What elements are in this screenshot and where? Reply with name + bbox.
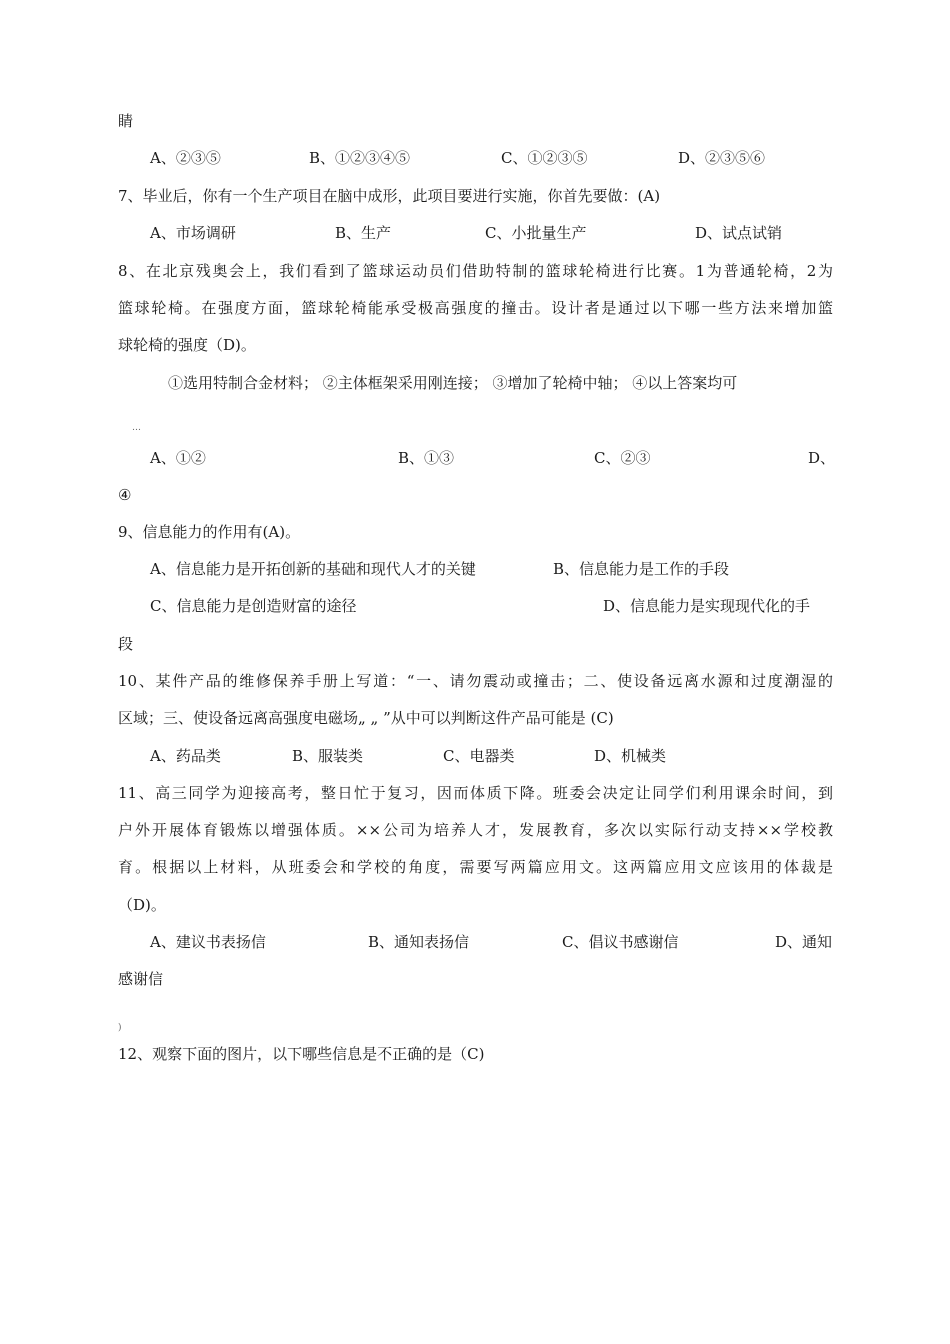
option-a: A、建议书表扬信 <box>150 933 266 951</box>
stray-mark: ) <box>118 1023 122 1033</box>
option-a: A、信息能力是开拓创新的基础和现代人才的关键 <box>150 560 476 578</box>
option-c: C、信息能力是创造财富的途径 <box>150 597 357 615</box>
option-b: B、①②③④⑤ <box>309 149 411 167</box>
question-11-line-2: 户外开展体育锻炼以增强体质。××公司为培养人才，发展教育，多次以实际行动支持××学校教 <box>118 821 833 839</box>
option-d-continued: ④ <box>118 486 132 504</box>
ellipsis-mark: … <box>132 423 141 433</box>
option-b: B、生产 <box>335 224 392 242</box>
option-d: D、通知 <box>775 933 833 951</box>
question-11-line-4: （D)。 <box>118 896 166 914</box>
option-b: B、①③ <box>398 449 455 467</box>
text-line: 睛 <box>118 112 134 130</box>
option-d: D、信息能力是实现现代化的手 <box>603 597 811 615</box>
option-a: A、药品类 <box>150 747 221 765</box>
option-c: C、倡议书感谢信 <box>562 933 679 951</box>
option-a: A、②③⑤ <box>150 149 221 167</box>
question-7: 7、毕业后，你有一个生产项目在脑中成形，此项目要进行实施，你首先要做：(A) <box>118 187 661 205</box>
question-9: 9、信息能力的作用有(A)。 <box>118 523 301 541</box>
question-10-line-2: 区域；三、使设备远离高强度电磁场„ „ ”从中可以判断这件产品可能是 (C) <box>118 709 614 727</box>
option-d: D、②③⑤⑥ <box>678 149 766 167</box>
option-b: B、通知表扬信 <box>368 933 470 951</box>
question-11-line-3: 育。根据以上材料，从班委会和学校的角度，需要写两篇应用文。这两篇应用文应该用的体裁是 <box>118 858 833 876</box>
option-c: C、②③ <box>594 449 651 467</box>
option-d: D、 <box>808 449 836 467</box>
option-c: C、电器类 <box>443 747 515 765</box>
option-c: C、①②③⑤ <box>501 149 588 167</box>
question-8-line-2: 篮球轮椅。在强度方面，篮球轮椅能承受极高强度的撞击。设计者是通过以下哪一些方法来增加篮 <box>118 299 833 317</box>
question-12: 12、观察下面的图片，以下哪些信息是不正确的是（C) <box>118 1045 485 1063</box>
option-b: B、服装类 <box>292 747 364 765</box>
option-b: B、信息能力是工作的手段 <box>553 560 730 578</box>
question-8-line-3: 球轮椅的强度（D)。 <box>118 336 256 354</box>
option-d-continued: 感谢信 <box>118 970 164 988</box>
question-10-line-1: 10、某件产品的维修保养手册上写道：“一、请勿震动或撞击；二、使设备远离水源和过度潮湿的 <box>118 672 833 690</box>
question-8-line-1: 8、在北京残奥会上，我们看到了篮球运动员们借助特制的篮球轮椅进行比赛。1为普通轮椅，2为 <box>118 262 833 280</box>
option-d: D、试点试销 <box>695 224 783 242</box>
option-d-continued: 段 <box>118 635 134 653</box>
option-d: D、机械类 <box>594 747 667 765</box>
option-a: A、市场调研 <box>150 224 236 242</box>
question-11-line-1: 11、高三同学为迎接高考，整日忙于复习，因而体质下降。班委会决定让同学们利用课余时间，到 <box>118 784 833 802</box>
option-a: A、①② <box>150 449 206 467</box>
option-c: C、小批量生产 <box>485 224 587 242</box>
question-8-statements: ①选用特制合金材料； ②主体框架采用刚连接； ③增加了轮椅中轴； ④以上答案均可 <box>168 374 738 392</box>
